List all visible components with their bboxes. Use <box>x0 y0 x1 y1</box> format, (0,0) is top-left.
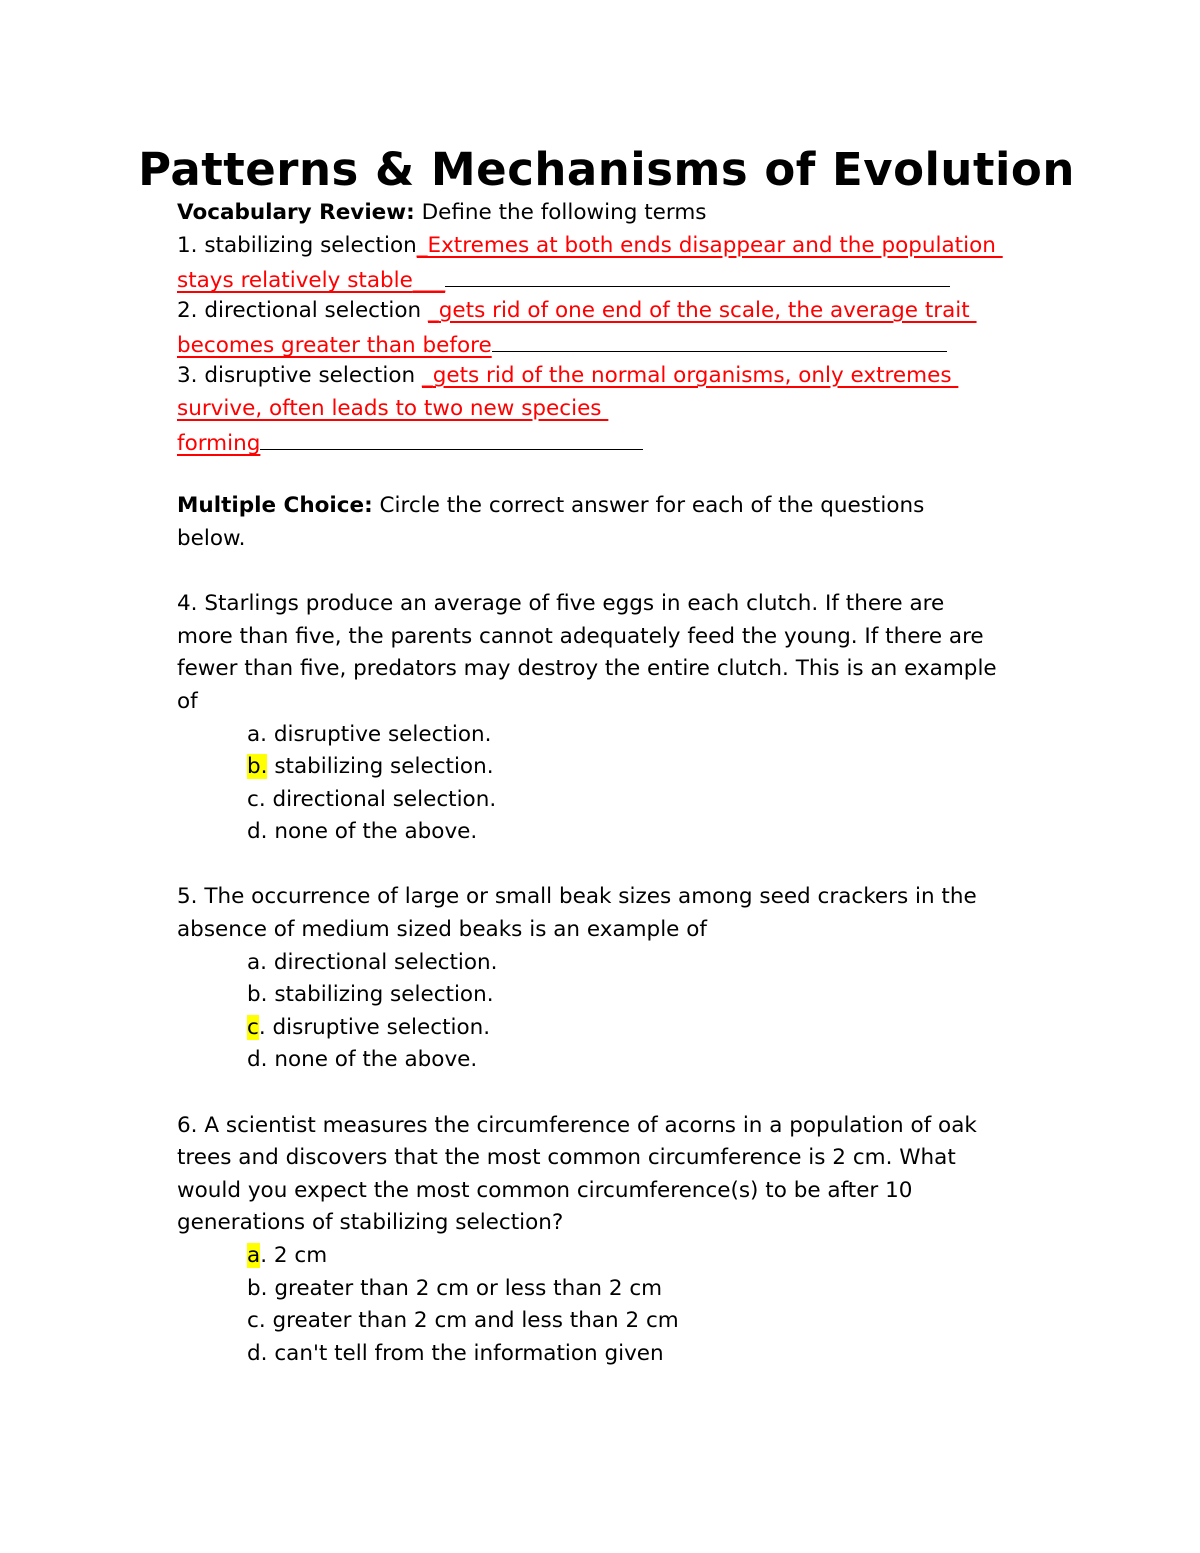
vocab-item-2-line-2 <box>177 327 1037 360</box>
option-text: disruptive selection. <box>267 721 492 747</box>
spacer <box>177 556 1037 589</box>
question-text: of <box>177 688 198 714</box>
option-letter: b. <box>247 1275 268 1301</box>
vocab-answer: Extremes at both ends disappear and the population <box>427 232 1003 258</box>
answer-option-c[interactable] <box>177 1012 1037 1045</box>
option-letter: d. <box>247 819 268 845</box>
option-text: can't tell from the information given <box>267 1340 664 1366</box>
question-text: more than five, the parents cannot adequately feed the young. If there are <box>177 623 984 649</box>
answer-blank-line <box>492 327 947 352</box>
option-letter-highlighted: b. <box>247 754 268 780</box>
answer-blank-line <box>445 262 950 287</box>
vocab-term: 2. directional selection <box>177 297 429 323</box>
question-text: would you expect the most common circumference(s) to be after 10 <box>177 1177 913 1203</box>
option-letter-highlighted: c <box>247 1014 259 1040</box>
question-text: fewer than five, predators may destroy the entire clutch. This is an example <box>177 656 997 682</box>
question-text: 6. A scientist measures the circumference of acorns in a population of oak <box>177 1112 977 1138</box>
vocab-heading: Vocabulary Review: <box>177 200 415 225</box>
vocab-heading-line <box>177 197 1037 230</box>
vocab-item-3-line-2 <box>177 393 1037 426</box>
answer-option-b[interactable] <box>177 1273 1037 1306</box>
vocab-instruction: Define the following terms <box>421 200 707 225</box>
answer-option-b[interactable] <box>177 979 1037 1012</box>
vocab-answer: forming <box>177 431 261 457</box>
page-title: Patterns & Mechanisms of Evolution <box>138 143 1075 196</box>
answer-option-a[interactable] <box>177 1240 1037 1273</box>
vocab-answer: gets rid of the normal organisms, only extremes <box>432 362 959 388</box>
answer-option-d[interactable] <box>177 1338 1037 1371</box>
vocab-answer: gets rid of one end of the scale, the average trait <box>438 297 977 323</box>
option-text: directional selection. <box>267 949 498 975</box>
vocab-item-2-line-1 <box>177 295 1037 328</box>
option-text: none of the above. <box>267 819 478 845</box>
option-letter: d. <box>247 1340 268 1366</box>
spacer <box>177 849 1037 882</box>
answer-option-c[interactable] <box>177 784 1037 817</box>
vocab-answer-trail: ___ <box>412 268 446 294</box>
question-text: 5. The occurrence of large or small beak sizes among seed crackers in the <box>177 884 977 910</box>
option-letter: b. <box>247 982 268 1008</box>
vocab-answer-lead: _ <box>428 297 439 323</box>
option-text: . disruptive selection. <box>258 1014 491 1040</box>
option-text: directional selection. <box>265 786 497 812</box>
mc-heading-line <box>177 490 1037 523</box>
answer-option-d[interactable] <box>177 1044 1037 1077</box>
spacer <box>177 458 1037 491</box>
option-text: greater than 2 cm and less than 2 cm <box>265 1308 679 1334</box>
option-text: none of the above. <box>267 1047 478 1073</box>
option-text: . 2 cm <box>260 1243 328 1268</box>
answer-option-b[interactable] <box>177 751 1037 784</box>
vocab-answer: stays relatively stable <box>177 268 413 294</box>
option-text: stabilizing selection. <box>267 982 494 1008</box>
question-text: 4. Starlings produce an average of five eggs in each clutch. If there are <box>177 591 945 617</box>
mc-heading: Multiple Choice: <box>177 493 373 519</box>
option-letter: a. <box>247 721 268 747</box>
question-text: absence of medium sized beaks is an example of <box>177 917 707 943</box>
mc-instruction: Circle the correct answer for each of the questions <box>379 493 925 519</box>
question-6 <box>177 1110 1037 1371</box>
vocab-item-3-line-3 <box>177 425 1037 458</box>
option-letter: d. <box>247 1047 268 1073</box>
vocab-answer: becomes greater than before <box>177 333 492 359</box>
vocab-term: 3. disruptive selection <box>177 362 422 388</box>
option-text: greater than 2 cm or less than 2 cm <box>267 1275 663 1301</box>
mc-instruction-line-2 <box>177 523 1037 556</box>
vocab-item-1-line-1 <box>177 230 1037 263</box>
answer-option-a[interactable] <box>177 947 1037 980</box>
answer-option-c[interactable] <box>177 1305 1037 1338</box>
answer-blank-line <box>260 425 643 450</box>
vocab-item-1-line-2 <box>177 262 1037 295</box>
vocab-answer-lead: _ <box>421 362 433 388</box>
question-text: generations of stabilizing selection? <box>177 1210 564 1236</box>
vocab-answer-lead: _ <box>416 232 428 258</box>
option-letter-highlighted: a <box>247 1243 261 1268</box>
vocab-term: 1. stabilizing selection <box>177 232 417 258</box>
worksheet-body <box>177 197 1037 1370</box>
answer-option-d[interactable] <box>177 816 1037 849</box>
option-letter: a. <box>247 949 268 975</box>
vocab-answer: survive, often leads to two new species <box>177 395 609 421</box>
option-text: stabilizing selection. <box>267 754 494 780</box>
answer-option-a[interactable] <box>177 719 1037 752</box>
question-5 <box>177 881 1037 1077</box>
option-letter: c. <box>247 786 266 812</box>
vocab-item-3-line-1 <box>177 360 1037 393</box>
option-letter: c. <box>247 1308 266 1334</box>
spacer <box>177 1077 1037 1110</box>
mc-instruction-cont: below. <box>177 525 246 551</box>
question-4 <box>177 588 1037 849</box>
question-text: trees and discovers that the most common circumference is 2 cm. What <box>177 1145 956 1171</box>
